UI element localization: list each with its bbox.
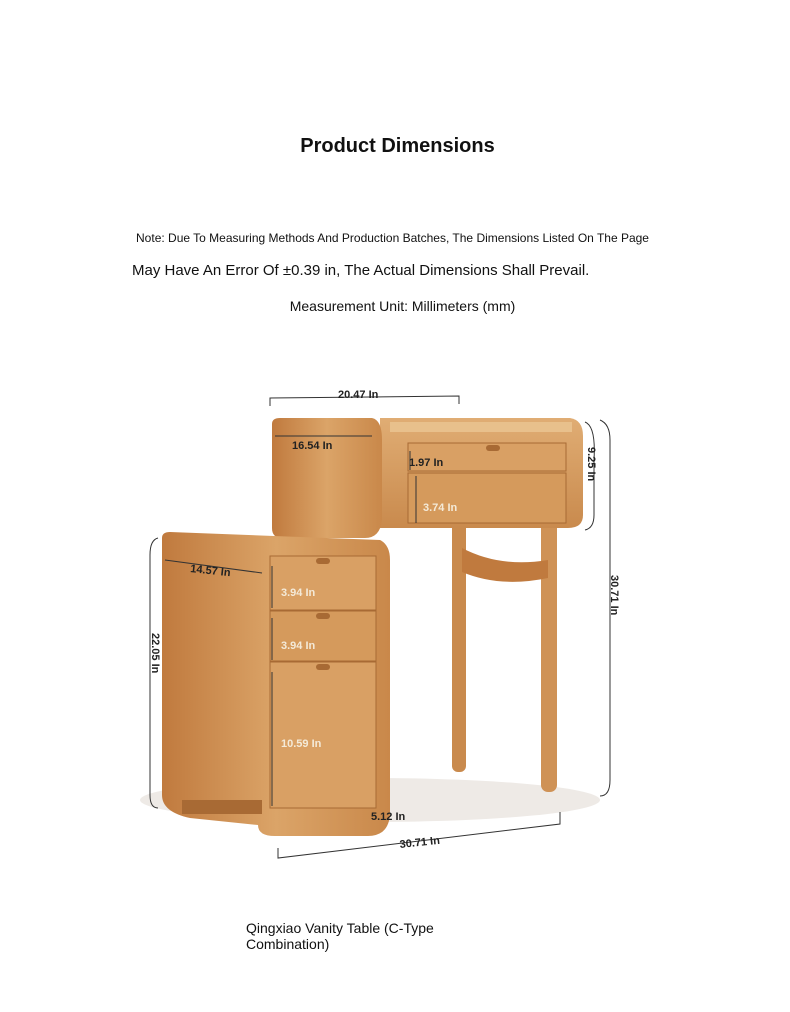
dim-cabinet-depth: 14.57 In — [189, 563, 232, 580]
dim-cabinet-height: 22.05 In — [149, 633, 161, 674]
product-caption: Qingxiao Vanity Table (C-Type Combination) — [246, 920, 434, 952]
drawer-cabinet — [162, 532, 390, 836]
dim-total-height: 30.71 In — [608, 575, 620, 616]
measurement-unit: Measurement Unit: Millimeters (mm) — [289, 298, 516, 314]
dim-top-depth: 16.54 In — [292, 440, 333, 452]
dim-top-height: 9.25 In — [585, 447, 597, 482]
dim-drawer-2: 3.94 In — [281, 640, 316, 652]
dim-drawer-small: 1.97 In — [409, 457, 444, 469]
dim-top-width: 20.47 In — [338, 389, 379, 401]
dim-drawer-1: 3.94 In — [281, 587, 316, 599]
page-title: Product Dimensions — [300, 135, 495, 157]
table-legs — [452, 520, 557, 792]
dim-plinth: 5.12 In — [371, 811, 406, 823]
dim-drawer-3: 10.59 In — [281, 738, 322, 750]
note-line-2: May Have An Error Of ±0.39 in, The Actual Dimensions Shall Prevail. — [132, 262, 590, 279]
dim-drawer-top-front: 3.74 In — [423, 502, 458, 514]
note-line-1: Note: Due To Measuring Methods And Production Batches, The Dimensions Listed On The Page — [136, 231, 649, 245]
dim-total-width: 30.71 In — [399, 834, 441, 851]
